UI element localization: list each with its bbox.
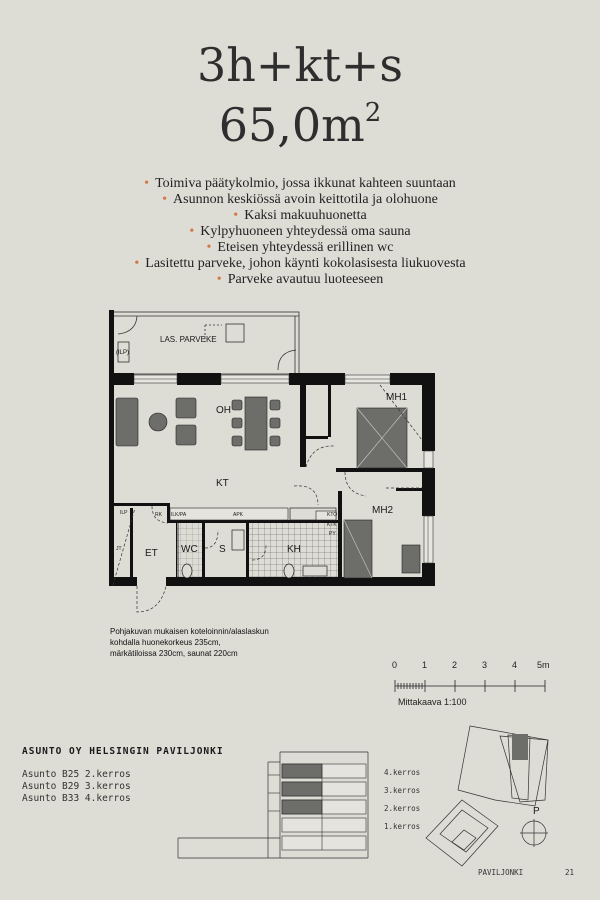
label-ktk: KTK [327, 522, 337, 528]
scale-tick-1: 1 [422, 660, 428, 670]
ilp-unit [226, 324, 244, 342]
feature-text: Toimiva päätykolmio, jossa ikkunat kahteen suuntaan [155, 176, 456, 191]
room-label-s: S [219, 544, 226, 555]
coffee-table [149, 413, 167, 431]
feature-text: Asunnon keskiössä avoin keittotila ja olohuone [173, 192, 438, 207]
compass-north-label: P [533, 806, 540, 817]
room-label-kh: KH [287, 544, 301, 555]
label-kto: KTO [327, 512, 338, 518]
scale-tick-2: 2 [452, 660, 458, 670]
floor-label: 1.kerros [384, 822, 421, 831]
note-line: märkätiloissa 230cm, saunat 220cm [110, 649, 238, 658]
floor-label: 4.kerros [384, 768, 421, 777]
area-value: 65,0m [218, 98, 365, 152]
label-apk: APK [233, 512, 244, 518]
note-line: kohdalla huonekorkeus 235cm, [110, 638, 221, 647]
page-number: 21 [565, 868, 575, 877]
scale-tick-5: 5m [537, 660, 550, 670]
scale-tick-0: 0 [392, 660, 398, 670]
feature-text: Parveke avautuu luoteeseen [227, 272, 384, 287]
scale-tick-4: 4 [512, 660, 518, 670]
label-ilp-outdoor: (ILP) [116, 350, 130, 356]
room-label-wc: WC [181, 544, 198, 555]
label-py: PY [329, 531, 336, 537]
unit-b33-floor4 [282, 764, 322, 778]
footer-brand: PAVILJONKI [478, 868, 524, 877]
unit-line: Asunto B25 2.kerros [22, 769, 131, 780]
room-label-oh: OH [216, 405, 231, 416]
room-label-parveke: LAS. PARVEKE [160, 335, 217, 344]
area-unit-superscript: 2 [364, 97, 382, 128]
dining-table [245, 397, 267, 450]
room-label-mh1: MH1 [386, 392, 408, 403]
room-label-kt: KT [216, 478, 229, 489]
note-line: Pohjakuvan mukaisen koteloinnin/alaslaskun [110, 627, 269, 636]
apartment-type-title: 3h+kt+s [197, 38, 403, 92]
ceiling-height-note [110, 626, 310, 659]
balcony-door-arc [118, 316, 137, 334]
label-ilp: ILP [120, 510, 128, 516]
label-jt: JT [116, 546, 122, 552]
unit-b25-floor2 [282, 800, 322, 814]
scale-label: Mittakaava 1:100 [398, 697, 467, 707]
room-label-et: ET [145, 548, 158, 559]
floor-label: 3.kerros [384, 786, 421, 795]
unit-line: Asunto B29 3.kerros [22, 781, 131, 792]
building-name: ASUNTO OY HELSINGIN PAVILJONKI [22, 746, 224, 757]
label-ilkpa: ILK/PA [171, 512, 187, 518]
scale-tick-3: 3 [482, 660, 488, 670]
site-plan [426, 726, 548, 866]
feature-text: Kaksi makuuhuonetta [244, 208, 367, 223]
scale-bar [395, 680, 545, 692]
floor-label: 2.kerros [384, 804, 421, 813]
site-highlight [512, 734, 528, 760]
unit-b29-floor3 [282, 782, 322, 796]
sofa [116, 398, 138, 446]
feature-text: Kylpyhuoneen yhteydessä oma sauna [200, 224, 411, 239]
feature-text: Eteisen yhteydessä erillinen wc [217, 240, 394, 255]
desk [402, 545, 420, 573]
feature-text: Lasitettu parveke, johon käynti kokolasisesta liukuovesta [145, 256, 466, 271]
room-label-mh2: MH2 [372, 505, 394, 516]
unit-line: Asunto B33 4.kerros [22, 793, 131, 804]
label-rk: RK [155, 512, 162, 518]
